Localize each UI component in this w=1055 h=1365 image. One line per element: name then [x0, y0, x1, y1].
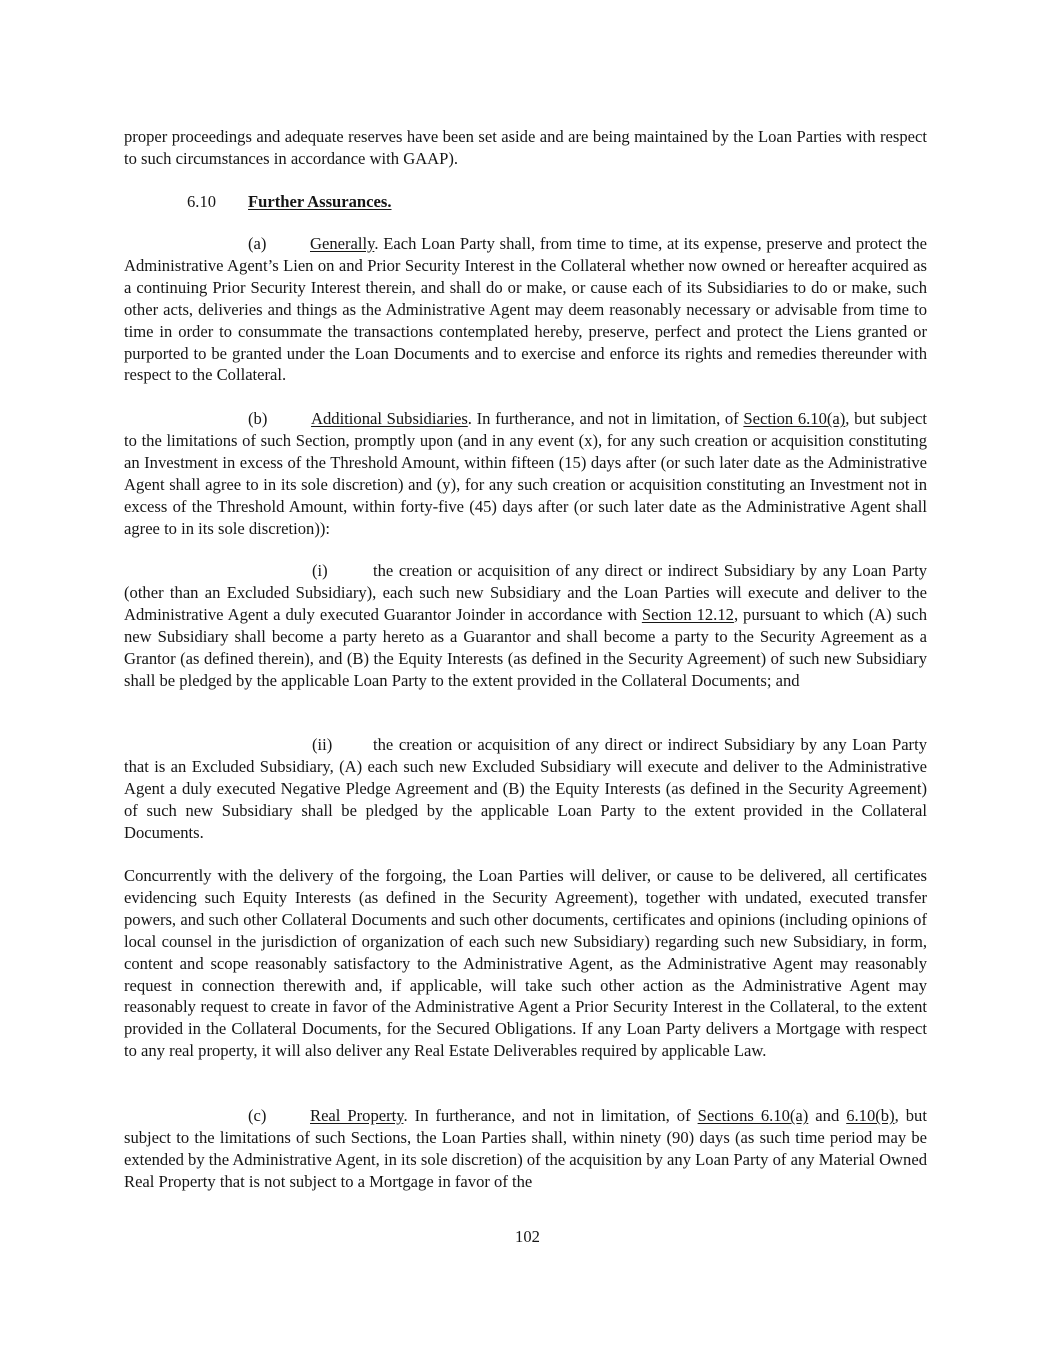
- paragraph-a-label: (a): [248, 234, 267, 253]
- paragraph-ii: [124, 734, 927, 844]
- paragraph-c: [124, 1105, 927, 1193]
- paragraph-a-heading: Generally: [310, 234, 375, 253]
- paragraph-concurrent: [124, 865, 927, 1062]
- paragraph-ii-label: (ii): [312, 735, 333, 754]
- carryover-paragraph: [124, 126, 927, 170]
- paragraph-i-section-ref: Section 12.12: [641, 604, 734, 624]
- paragraph-ii-text: the creation or acquisition of any direct or indirect Subsidiary by any Loan Party that is an Excluded Subsidiary, (A) each such new Excluded Subsidiary will execute and deliver to the Administrative Agent a duly executed Negative Pledge Agreement and (B) the Equity Interests (as defined in the Security Agreement) of such new Subsidiary shall be pledged by the applicable Loan Party to the extent provided in the Collateral Documents.: [124, 735, 927, 842]
- paragraph-b-label: (b): [248, 409, 268, 428]
- section-number: 6.10: [187, 192, 217, 211]
- paragraph-i-label: (i): [312, 561, 328, 580]
- paragraph-concurrent-text: Concurrently with the delivery of the forgoing, the Loan Parties will deliver, or cause to be delivered, all certificates evidencing such Equity Interests (as defined in the Security Agreement), together with undated, executed transfer powers, and such other Collateral Documents and such other documents, certificates and opinions (including opinions of local counsel in the jurisdiction of organization of each such new Subsidiary) regarding such new Subsidiary, in form, content and scope reasonably satisfactory to the Administrative Agent, as the Administrative Agent may reasonably request in connection therewith and, if applicable, will take such other action as the Administrative Agent may reasonably request to create in favor of the Administrative Agent a Prior Security Interest in the Collateral, to the extent provided in the Collateral Documents, for the Secured Obligations. If any Loan Party delivers a Mortgage with respect to any real property, it will also deliver any Real Estate Deliverables required by applicable Law.: [124, 866, 927, 1061]
- carryover-text: proper proceedings and adequate reserves have been set aside and are being maintained by the Loan Parties with respect to such circumstances in accordance with GAAP).: [124, 127, 927, 168]
- paragraph-c-text-2: and: [808, 1106, 847, 1125]
- paragraph-b: [124, 408, 927, 539]
- section-heading: [124, 191, 927, 213]
- paragraph-b-heading: Additional Subsidiaries: [311, 409, 468, 428]
- paragraph-c-section-ref-1: Sections 6.10(a): [697, 1106, 809, 1125]
- section-title: Further Assurances.: [248, 192, 392, 211]
- page-number: 102: [515, 1227, 540, 1246]
- paragraph-c-label: (c): [248, 1106, 267, 1125]
- paragraph-c-text-1: . In furtherance, and not in limitation, of: [403, 1106, 698, 1125]
- paragraph-b-section-ref: Section 6.10(a): [743, 409, 846, 428]
- paragraph-c-text-3: , but subject to the limitations of such Sections, the Loan Parties shall, within ninety (90) days (as such time period may be extended by the Administrative Agent, in its sole discretion) of the acquisition by any Loan Party of any Material Owned Real Property that is not subject to a Mortgage in favor of the: [124, 1106, 927, 1191]
- paragraph-i-text-1: the creation or acquisition of any direct or indirect Subsidiary by any Loan Party (other than an Excluded Subsidiary), each such new Subsidiary and the Loan Parties will execute and deliver to the Administrative Agent a duly executed Guarantor Joinder in accordance with: [124, 561, 927, 624]
- paragraph-c-section-ref-2: 6.10(b): [846, 1106, 895, 1125]
- paragraph-b-text-2: , but subject to the limitations of such Section, promptly upon (and in any event (x), for any such creation or acquisition constituting an Investment in excess of the Threshold Amount, within fifteen (15) days after (or such later date as the Administrative Agent shall agree to in its sole discretion) and (y), for any such creation or acquisition constituting an Investment not in excess of the Threshold Amount, within forty-five (45) days after (or such later date as the Administrative Agent shall agree to in its sole discretion)):: [124, 409, 927, 538]
- paragraph-a-text: . Each Loan Party shall, from time to time, at its expense, preserve and protect the Administrative Agent’s Lien on and Prior Security Interest in the Collateral whether now owned or hereafter acquired as a continuing Prior Security Interest therein, and shall do or make, or cause each of its Subsidiaries to do or make, such other acts, deliveries and things as the Administrative Agent may deem reasonably necessary or advisable from time to time in order to consummate the transactions contemplated hereby, preserve, perfect and protect the Liens granted or purported to be granted under the Loan Documents and to exercise and enforce its rights and remedies thereunder with respect to the Collateral.: [124, 234, 927, 385]
- paragraph-i-text-2: , pursuant to which (A) such new Subsidiary shall become a party hereto as a Guarantor and shall become a party to the Security Agreement as a Grantor (as defined therein), and (B) the Equity Interests (as defined in the Security Agreement) of such new Subsidiary shall be pledged by the applicable Loan Party to the extent provided in the Collateral Documents; and: [124, 604, 927, 690]
- paragraph-a: [124, 233, 927, 386]
- paragraph-c-heading: Real Property: [310, 1106, 404, 1125]
- paragraph-b-text-1: . In furtherance, and not in limitation, of: [467, 409, 744, 428]
- paragraph-i: [124, 560, 927, 691]
